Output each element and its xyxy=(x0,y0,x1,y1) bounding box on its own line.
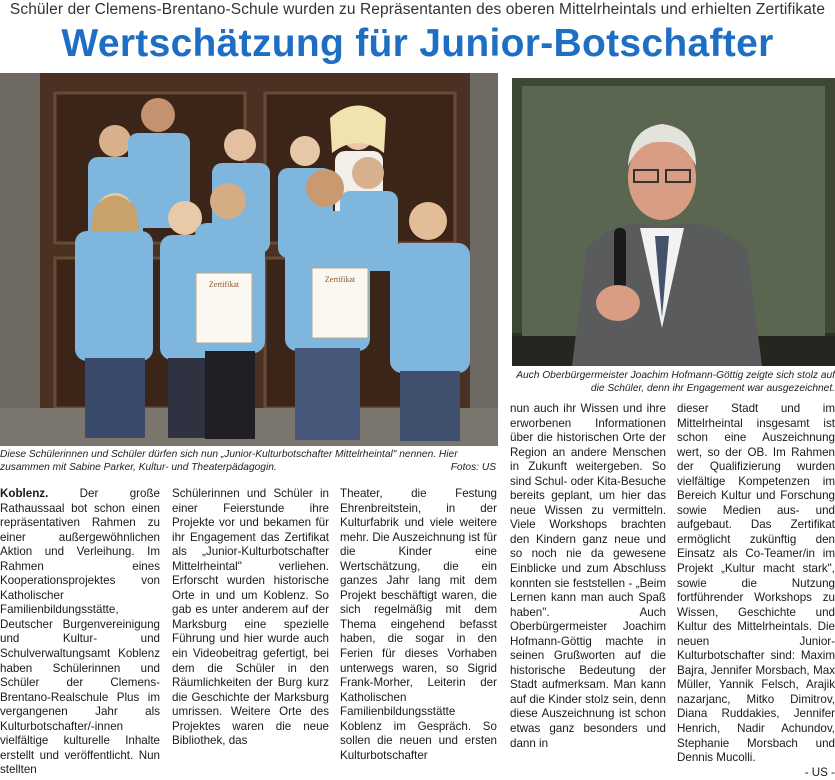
article-column-4 xyxy=(510,402,666,750)
article-text-1: Der große Rathaussaal bot schon einen repräsentativen Rahmen zu einer außergewöhnlichen Aktion und Verleihung. Im Rahmen eines Kooperationsprojektes von Katholischer Familienbildungsstätte, Deutscher Burgenvereinigung und Kultur- und Schulverwaltungsamt Koblenz haben Schülerinnen und Schüler der Clemens-Brentano-Realschule Plus im vergangenen Jahr als Kulturbotschafter/-innen vielfältige kulturelle Inhalte erstellt und veröffentlicht. Nun stellten xyxy=(0,487,160,777)
article-column-2 xyxy=(172,487,329,748)
dateline: Koblenz. xyxy=(0,487,49,500)
photo-credit: Fotos: US xyxy=(450,461,496,473)
article-column-3 xyxy=(340,487,497,762)
kicker-subheadline: Schüler der Clemens-Brentano-Schule wurden zu Repräsentanten des oberen Mittelrheintals und erhielten Zertifikate xyxy=(9,1,826,18)
article-text-3: Theater, die Festung Ehrenbreitstein, in der Kulturfabrik und viele weitere mehr. Die Auszeichnung ist für die Kinder eine Wertschätzung, die ein ganzes Jahr lang mit dem Projekt beschäftigt waren, die sich regelmäßig mit dem Thema eingehend befasst haben, die sogar in den Ferien für dieses Vorhaben unterwegs waren, so Sigrid Frank-Morher, Leiterin der Katholischen Familienbildungsstätte Koblenz im Gespräch. So sollen die neuen und ersten Kulturbotschafter xyxy=(340,487,497,762)
mayor-photo-caption: Auch Oberbürgermeister Joachim Hofmann-Göttig zeigte sich stolz auf die Schüler, denn ihr Engagement war ausgezeichnet. xyxy=(516,370,835,394)
article-text-2: Schülerinnen und Schüler in einer Feierstunde ihre Projekte vor und bekamen für ihr Engagement das Zertifikat als „Junior-Kulturbotschafter Mittelrheintal" verliehen. Erforscht wurden historische Orte in und um Koblenz. So gab es unter anderem auf der Marksburg eine spezielle Führung und hier wurde auch ein Videobeitrag gefertigt, bei dem die Schüler in den Räumlichkeiten der Burg kurz die Geschichte der Marksburg umrissen. Weitere Orte des Projektes waren die neue Bibliothek, das xyxy=(172,487,329,748)
certificate-title-right: Zertifikat xyxy=(324,275,356,284)
headline: Wertschätzung für Junior-Botschafter xyxy=(61,22,774,65)
group-photo-image xyxy=(0,73,498,446)
group-photo-caption xyxy=(0,449,498,474)
group-photo xyxy=(0,73,498,446)
mayor-photo xyxy=(512,78,835,366)
author-signature: - US - xyxy=(804,765,835,779)
article-column-5 xyxy=(677,402,835,779)
article-text-4: nun auch ihr Wissen und ihre erworbenen Informationen über die historischen Orte der Region an andere Menschen in Zukunft weitergeben. So sind Schul- oder Kita-Besuche bereits geplant, um hier das neue Wissen zu vermitteln. Viele Workshops brachten den Kindern ganz neue und so noch nie da gewesene Einblicke und zum Abschluss konnten sie feststellen - „Beim Lernen kann man auch Spaß haben". Auch Oberbürgermeister Joachim Hofmann-Göttig machte in seinen Grußworten auf die historische Bedeutung der Stadt aufmerksam. Man kann auf die Kinder stolz sein, denn diese Auszeichnung ist schon etwas ganz besonders und dann in xyxy=(510,402,666,750)
article-column-1 xyxy=(0,487,160,777)
mayor-photo-image xyxy=(512,78,835,366)
certificate-title-left: Zertifikat xyxy=(208,280,240,289)
article-text-5: dieser Stadt und im Mittelrheintal insgesamt ist schon eine Auszeichnung wert, so der OB. Im Rahmen der Qualifizierung wurden vielfältige Kompetenzen im Bereich Kultur und Forschung sowie Medien aus- und aufgebaut. Das Zertifikat ermöglicht zukünftig den Einsatz als Co-Teamer/in im Projekt „Kultur macht stark", sowie die Nutzung fortführender Workshops zu Wissen, Geschichte und Kultur des Mittelrheintals. Die neuen Junior-Kulturbotschafter sind: Maxim Bajra, Jennifer Morsbach, Max Müller, Yannik Felsch, Arajik nazarjanc, Mitko Dimitrov, Diana Ruddakies, Jennifer Henrich, Nadir Achundov, Stephanie Morsbach und Dennis Mucolli. xyxy=(677,402,835,765)
group-photo-caption-text: Diese Schülerinnen und Schüler dürfen sich nun „Junior-Kulturbotschafter Mittelrheintal" nennen. Hier zusammen mit Sabine Parker, Kultur- und Theaterpädagogin. xyxy=(0,449,458,473)
